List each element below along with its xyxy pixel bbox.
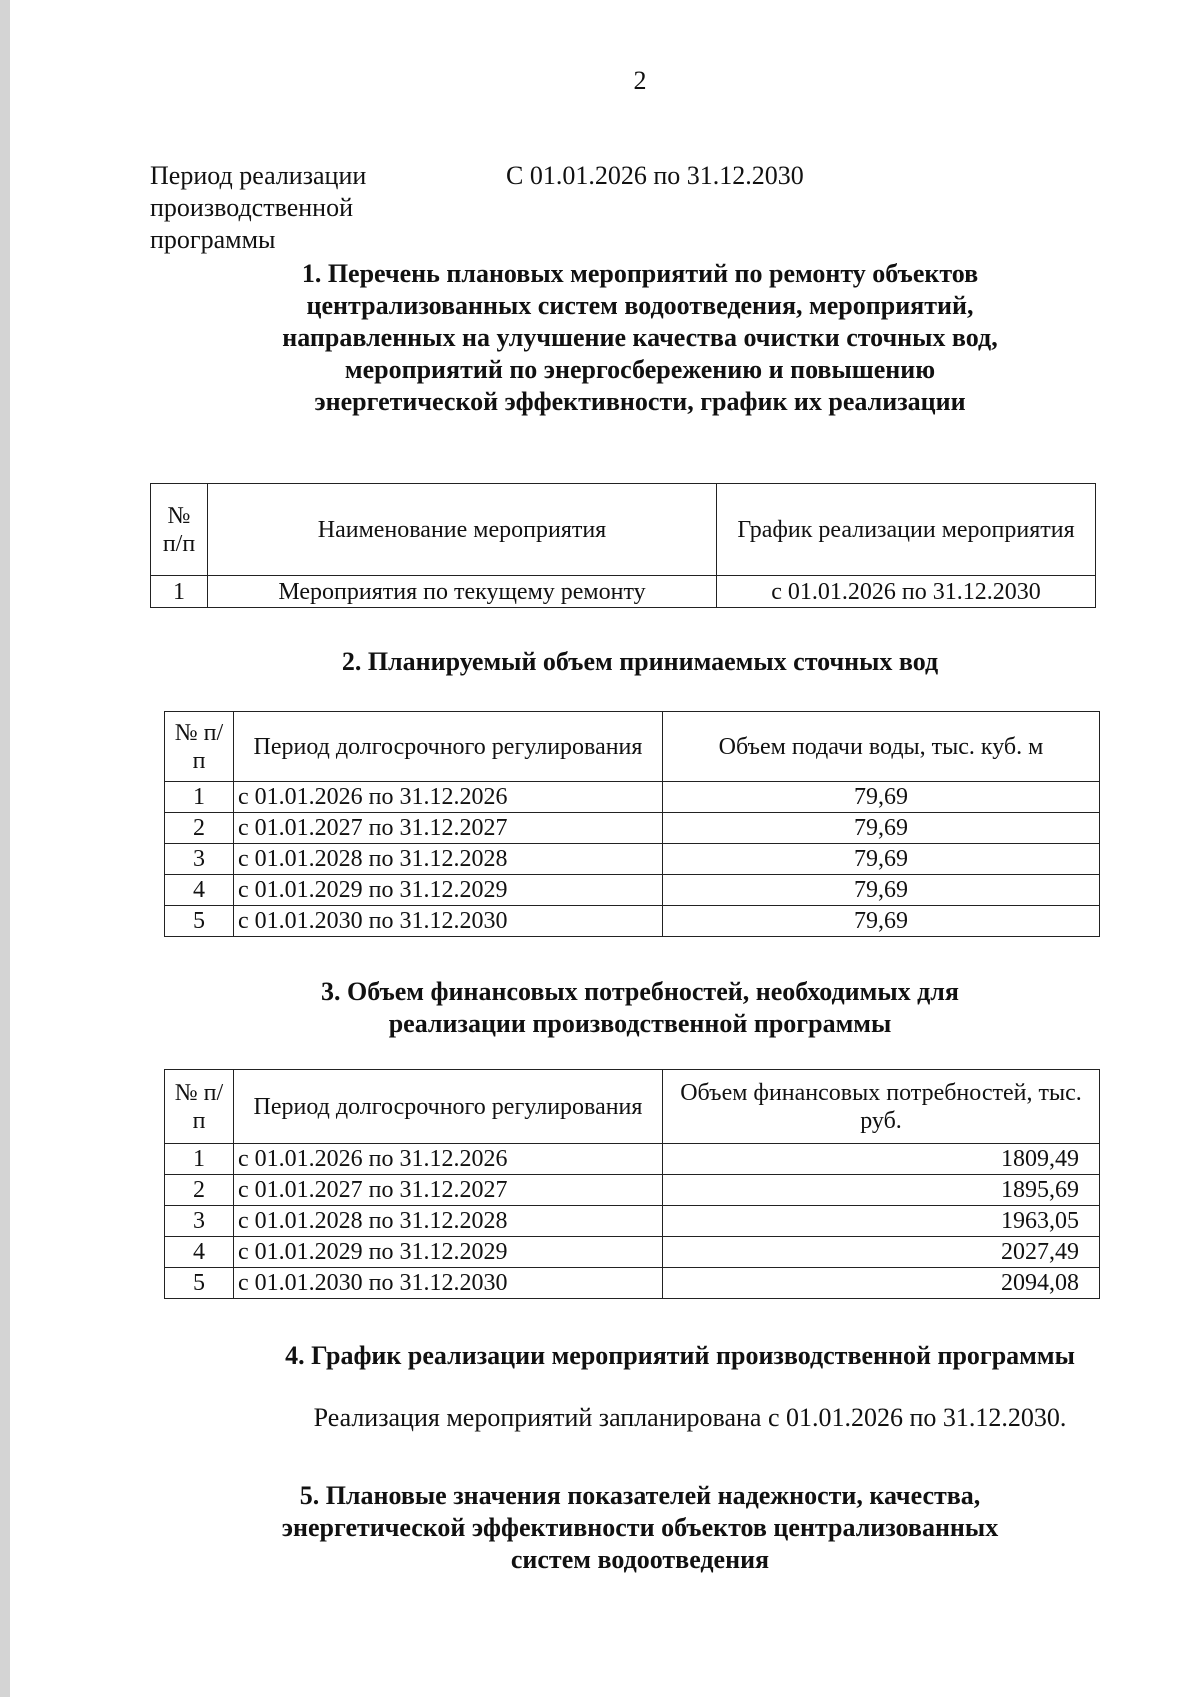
col-number-header: № п/п	[165, 712, 234, 782]
activities-table	[150, 483, 1096, 608]
row-volume: 79,69	[663, 844, 1100, 875]
table-row	[165, 1237, 1100, 1268]
row-amount: 2027,49	[663, 1237, 1100, 1268]
row-period: с 01.01.2027 по 31.12.2027	[234, 813, 663, 844]
section2-title: 2. Планируемый объем принимаемых сточных вод	[341, 647, 939, 676]
table-row	[165, 1268, 1100, 1299]
row-number: 1	[165, 1144, 234, 1175]
row-volume: 79,69	[663, 782, 1100, 813]
col-period-header: Период долгосрочного регулирования	[234, 1070, 663, 1144]
row-amount: 1963,05	[663, 1206, 1100, 1237]
row-period: с 01.01.2029 по 31.12.2029	[234, 875, 663, 906]
row-amount: 2094,08	[663, 1268, 1100, 1299]
activity-schedule: с 01.01.2026 по 31.12.2030	[717, 576, 1096, 608]
table-header-row	[165, 1070, 1100, 1144]
row-period: с 01.01.2030 по 31.12.2030	[234, 906, 663, 937]
table-row	[165, 1175, 1100, 1206]
section1-title: 1. Перечень плановых мероприятий по ремонту объектов централизованных систем водоотведения, мероприятий, направленных на улучшение качества очистки сточных вод, мероприятий по энергосбережению и повышению энергетической эффективности, график их реализации	[282, 259, 998, 416]
table-row	[165, 782, 1100, 813]
period-value: С 01.01.2026 по 31.12.2030	[506, 161, 804, 190]
row-period: с 01.01.2029 по 31.12.2029	[234, 1237, 663, 1268]
row-period: с 01.01.2030 по 31.12.2030	[234, 1268, 663, 1299]
section4-title: 4. График реализации мероприятий производственной программы	[285, 1341, 1075, 1370]
row-volume: 79,69	[663, 906, 1100, 937]
section4-text: Реализация мероприятий запланирована с 01.01.2026 по 31.12.2030.	[313, 1403, 1067, 1432]
table-row	[165, 875, 1100, 906]
table-row	[151, 576, 1096, 608]
wastewater-volume-table	[164, 711, 1100, 937]
col-period-header: Период долгосрочного регулирования	[234, 712, 663, 782]
col-finance-header: Объем финансовых потребностей, тыс. руб.	[663, 1070, 1100, 1144]
col-number-header: № п/п	[165, 1070, 234, 1144]
page-number: 2	[633, 66, 647, 95]
row-amount: 1809,49	[663, 1144, 1100, 1175]
row-volume: 79,69	[663, 875, 1100, 906]
row-amount: 1895,69	[663, 1175, 1100, 1206]
col-volume-header: Объем подачи воды, тыс. куб. м	[663, 712, 1100, 782]
row-number: 3	[165, 1206, 234, 1237]
row-period: с 01.01.2027 по 31.12.2027	[234, 1175, 663, 1206]
table-row	[165, 906, 1100, 937]
section3-title: 3. Объем финансовых потребностей, необходимых для реализации производственной программы	[321, 977, 959, 1038]
row-period: с 01.01.2026 по 31.12.2026	[234, 782, 663, 813]
col-number-header: № п/п	[151, 484, 208, 576]
table-row	[165, 1144, 1100, 1175]
row-volume: 79,69	[663, 813, 1100, 844]
row-number: 2	[165, 1175, 234, 1206]
row-period: с 01.01.2028 по 31.12.2028	[234, 844, 663, 875]
col-schedule-header: График реализации мероприятия	[717, 484, 1096, 576]
row-number: 5	[165, 906, 234, 937]
period-label: Период реализации производственной программы	[150, 161, 367, 254]
activity-name: Мероприятия по текущему ремонту	[208, 576, 717, 608]
financial-needs-table	[164, 1069, 1100, 1299]
scan-edge	[0, 0, 10, 1697]
table-row	[165, 813, 1100, 844]
table-row	[165, 1206, 1100, 1237]
row-number: 4	[165, 875, 234, 906]
row-number: 3	[165, 844, 234, 875]
table-header-row	[165, 712, 1100, 782]
table-header-row	[151, 484, 1096, 576]
row-number: 1	[165, 782, 234, 813]
table-row	[165, 844, 1100, 875]
row-number: 5	[165, 1268, 234, 1299]
col-name-header: Наименование мероприятия	[208, 484, 717, 576]
row-number: 4	[165, 1237, 234, 1268]
row-period: с 01.01.2028 по 31.12.2028	[234, 1206, 663, 1237]
row-number: 2	[165, 813, 234, 844]
row-number: 1	[151, 576, 208, 608]
row-period: с 01.01.2026 по 31.12.2026	[234, 1144, 663, 1175]
section5-title: 5. Плановые значения показателей надежности, качества, энергетической эффективности объектов централизованных систем водоотведения	[281, 1481, 999, 1574]
